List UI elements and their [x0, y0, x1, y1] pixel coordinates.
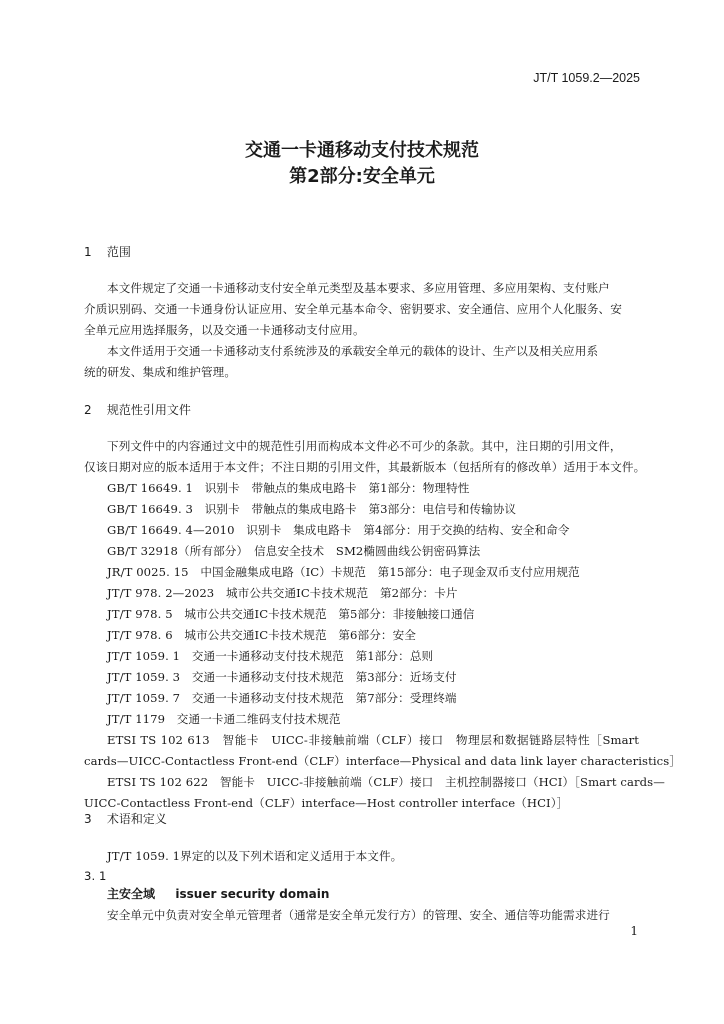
paragraph-line: 本文件适用于交通一卡通移动支付系统涉及的承载安全单元的载体的设计、生产以及相关应用系: [107, 344, 599, 358]
reference-item: JT/T 1059. 1 交通一卡通移动支付技术规范 第1部分：总则: [107, 649, 434, 663]
paragraph-line: 全单元应用选择服务，以及交通一卡通移动支付应用。: [84, 323, 365, 337]
paragraph-line: 统的研发、集成和维护管理。: [84, 365, 237, 379]
paragraph-line: 介质识别码、交通一卡通身份认证应用、安全单元基本命令、密钥要求、安全通信、应用个人化服务、安: [84, 302, 622, 316]
reference-item: GB/T 16649. 1 识别卡 带触点的集成电路卡 第1部分：物理特性: [107, 481, 470, 495]
reference-item: JT/T 1059. 3 交通一卡通移动支付技术规范 第3部分：近场支付: [107, 670, 457, 684]
reference-item: JT/T 978. 2—2023 城市公共交通IC卡技术规范 第2部分：卡片: [107, 586, 458, 600]
section-3-heading: [84, 810, 167, 827]
section-number: 1: [84, 245, 92, 259]
clause-number: 3. 1: [84, 869, 107, 883]
reference-item: JT/T 978. 6 城市公共交通IC卡技术规范 第6部分：安全: [107, 628, 416, 642]
section-2-heading: [84, 401, 191, 418]
reference-item: GB/T 16649. 4—2010 识别卡 集成电路卡 第4部分：用于交换的结构、安全和命令: [107, 523, 570, 537]
reference-item: GB/T 32918（所有部分） 信息安全技术 SM2椭圆曲线公钥密码算法: [107, 544, 481, 558]
page-number: 1: [630, 924, 638, 938]
reference-item-continuation: UICC-Contactless Front-end（CLF）interface—Host controller interface（HCI）］: [84, 796, 569, 810]
paragraph-line: 下列文件中的内容通过文中的规范性引用而构成本文件必不可少的条款。其中，注日期的引用文件，: [107, 439, 622, 453]
standard-code: JT/T 1059.2—2025: [533, 71, 640, 85]
term-english: issuer security domain: [175, 887, 330, 901]
paragraph-line: 仅该日期对应的版本适用于本文件；不注日期的引用文件，其最新版本（包括所有的修改单）适用于本文件。: [84, 460, 646, 474]
reference-item: GB/T 16649. 3 识别卡 带触点的集成电路卡 第3部分：电信号和传输协议: [107, 502, 517, 516]
reference-item-continuation: cards—UICC-Contactless Front-end（CLF）interface—Physical and data link layer characteristics］: [84, 754, 682, 768]
section-title: 术语和定义: [106, 812, 167, 826]
term-chinese: 主安全域: [107, 887, 156, 901]
reference-item: JT/T 978. 5 城市公共交通IC卡技术规范 第5部分：非接触接口通信: [107, 607, 475, 621]
paragraph-line: 本文件规定了交通一卡通移动支付安全单元类型及基本要求、多应用管理、多应用架构、支付账户: [107, 281, 610, 295]
section-title: 范围: [106, 245, 131, 259]
document-title: 交通一卡通移动支付技术规范: [245, 140, 479, 161]
section-number: 3: [84, 812, 92, 826]
reference-item: ETSI TS 102 622 智能卡 UICC-非接触前端（CLF）接口 主机控制器接口（HCI）［Smart cards—: [107, 775, 665, 789]
term-entry: [107, 885, 329, 902]
reference-item: JR/T 0025. 15 中国金融集成电路（IC）卡规范 第15部分：电子现金双币支付应用规范: [107, 565, 580, 579]
section-1-heading: [84, 243, 131, 260]
paragraph-line: 安全单元中负责对安全单元管理者（通常是安全单元发行方）的管理、安全、通信等功能需求进行: [107, 908, 610, 922]
paragraph-line: JT/T 1059. 1界定的以及下列术语和定义适用于本文件。: [107, 849, 403, 863]
document-subtitle: 第2部分:安全单元: [289, 166, 435, 187]
reference-item: JT/T 1059. 7 交通一卡通移动支付技术规范 第7部分：受理终端: [107, 691, 457, 705]
section-title: 规范性引用文件: [106, 403, 191, 417]
section-number: 2: [84, 403, 92, 417]
reference-item: JT/T 1179 交通一卡通二维码支付技术规范: [107, 712, 341, 726]
reference-item: ETSI TS 102 613 智能卡 UICC-非接触前端（CLF）接口 物理层和数据链路层特性［Smart: [107, 733, 639, 747]
